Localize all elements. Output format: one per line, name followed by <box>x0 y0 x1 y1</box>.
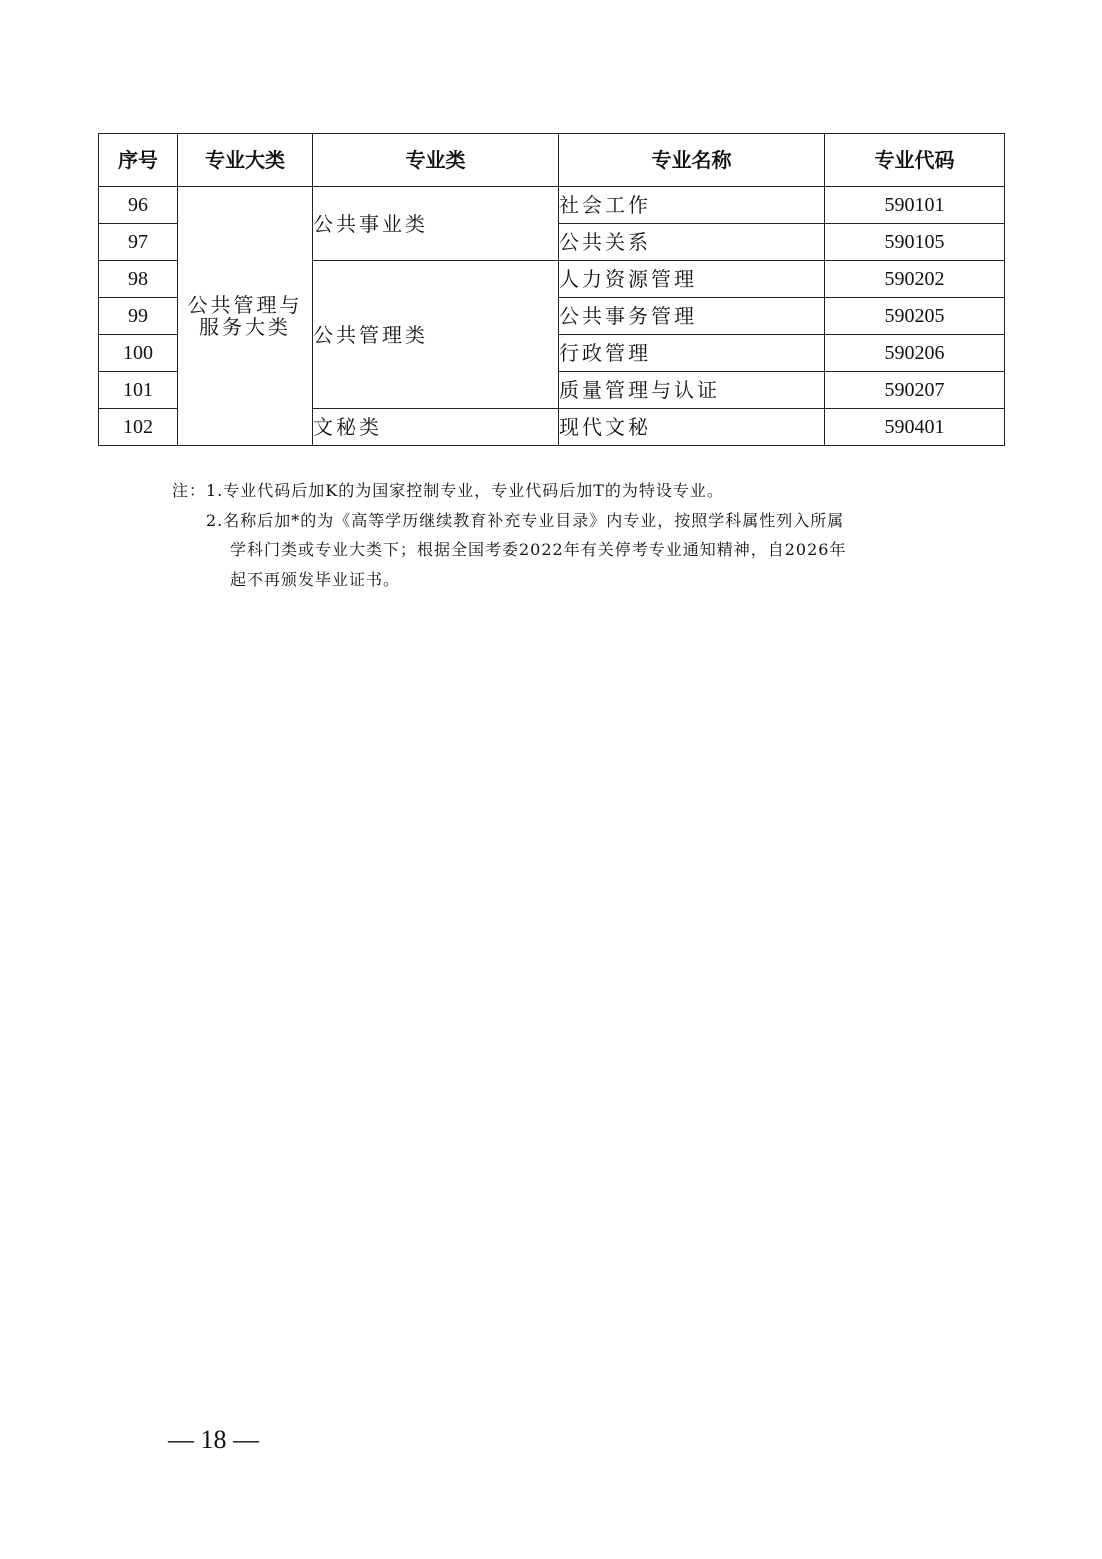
category-cell <box>178 187 313 446</box>
header-major-name: 专业名称 <box>559 134 825 187</box>
table-row <box>99 187 1005 224</box>
header-seq: 序号 <box>99 134 178 187</box>
major-code: 590401 <box>825 409 1005 446</box>
major-name: 质量管理与认证 <box>559 372 825 409</box>
major-name: 公共关系 <box>559 224 825 261</box>
major-name: 人力资源管理 <box>559 261 825 298</box>
table-header-row <box>99 134 1005 187</box>
major-code: 590101 <box>825 187 1005 224</box>
major-code: 590202 <box>825 261 1005 298</box>
subcategory-cell: 文秘类 <box>313 409 559 446</box>
major-name: 公共事务管理 <box>559 298 825 335</box>
row-number: 102 <box>99 409 178 446</box>
subcategory-cell: 公共管理类 <box>313 261 559 409</box>
row-number: 100 <box>99 335 178 372</box>
major-name: 社会工作 <box>559 187 825 224</box>
header-major-code: 专业代码 <box>825 134 1005 187</box>
row-number: 99 <box>99 298 178 335</box>
majors-table <box>98 133 1005 446</box>
major-code: 590205 <box>825 298 1005 335</box>
row-number: 101 <box>99 372 178 409</box>
header-category: 专业大类 <box>178 134 313 187</box>
subcategory-cell: 公共事业类 <box>313 187 559 261</box>
major-code: 590105 <box>825 224 1005 261</box>
row-number: 97 <box>99 224 178 261</box>
major-code: 590207 <box>825 372 1005 409</box>
row-number: 98 <box>99 261 178 298</box>
category-label: 公共管理与服务大类 <box>187 293 303 339</box>
major-name: 现代文秘 <box>559 409 825 446</box>
note-2-continuation-end: 起不再颁发毕业证书。 <box>230 569 401 589</box>
major-name: 行政管理 <box>559 335 825 372</box>
header-subcategory: 专业类 <box>313 134 559 187</box>
note-1: 注：1.专业代码后加K的为国家控制专业，专业代码后加T的为特设专业。 <box>172 481 724 500</box>
table-notes <box>172 476 942 594</box>
note-2-continuation: 学科门类或专业大类下；根据全国考委2022年有关停考专业通知精神，自2026年 <box>230 540 847 559</box>
major-code: 590206 <box>825 335 1005 372</box>
page-number: — 18 — <box>168 1425 259 1454</box>
row-number: 96 <box>99 187 178 224</box>
note-2: 2.名称后加*的为《高等学历继续教育补充专业目录》内专业，按照学科属性列入所属 <box>206 510 845 530</box>
